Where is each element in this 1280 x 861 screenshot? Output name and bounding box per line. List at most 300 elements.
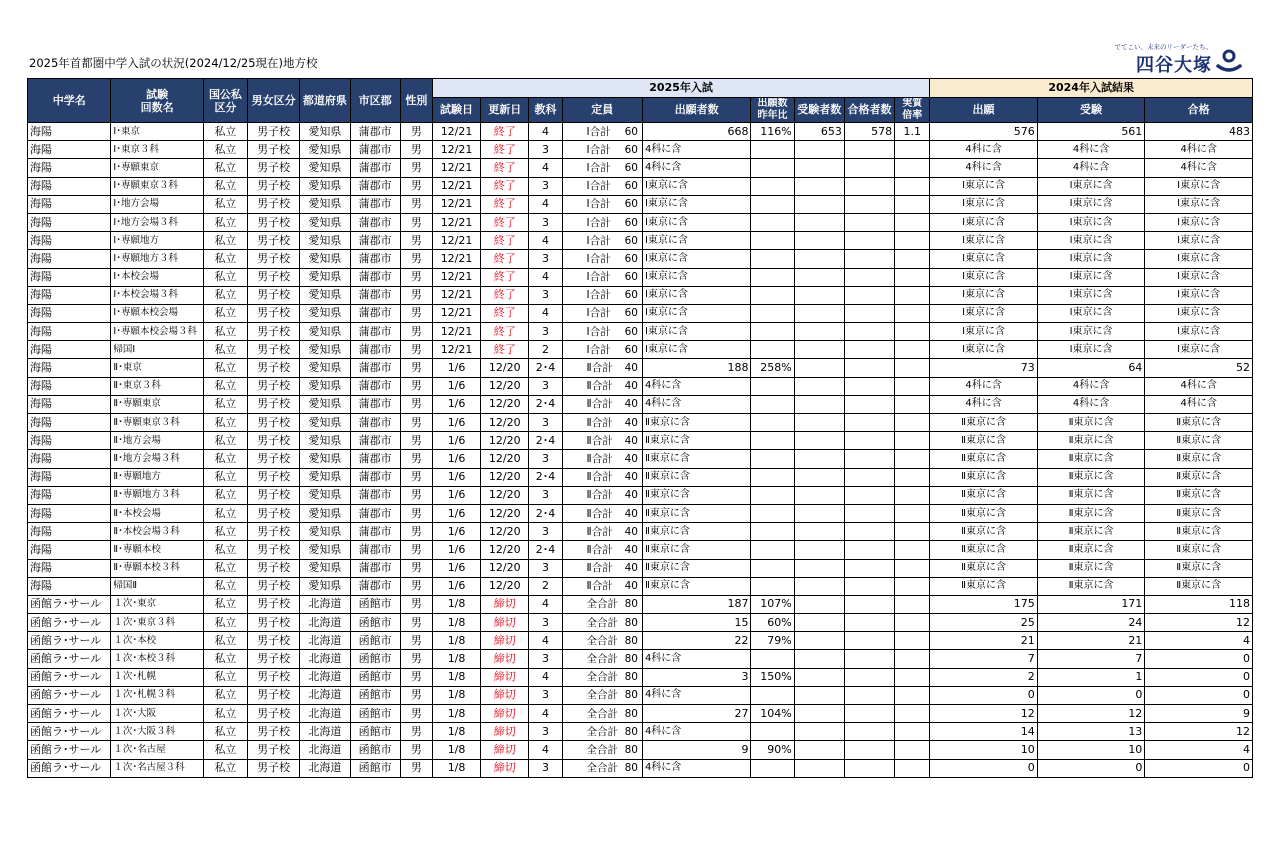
cell-exam: Ⅱ･地方会場 — [111, 432, 203, 450]
cell-exam: Ⅱ･本校会場 — [111, 504, 203, 522]
cell-prefecture: 北海道 — [300, 650, 350, 668]
cell-gender-type: 男子校 — [248, 632, 300, 650]
cell-applicants: 3 — [642, 668, 751, 686]
cell-apps-2024: 73 — [930, 359, 1038, 377]
cell-school: 海陽 — [28, 541, 111, 559]
cell-ratio — [751, 559, 794, 577]
cell-applicants: 4科に含 — [642, 377, 751, 395]
cell-type: 私立 — [203, 614, 247, 632]
cell-exam: 帰国Ⅰ — [111, 341, 203, 359]
cell-exam-date: 12/21 — [432, 341, 480, 359]
cell-applicants: Ⅰ東京に含 — [642, 177, 751, 195]
cell-city: 蒲郡市 — [350, 541, 400, 559]
capacity-label: Ⅱ合計 — [586, 398, 613, 411]
cell-examinees — [794, 213, 844, 231]
cell-ratio — [751, 268, 794, 286]
cell-type: 私立 — [203, 504, 247, 522]
cell-gender-type: 男子校 — [248, 177, 300, 195]
cell-sex: 男 — [400, 614, 432, 632]
cell-capacity — [562, 759, 642, 777]
cell-prefecture: 北海道 — [300, 741, 350, 759]
cell-type: 私立 — [203, 668, 247, 686]
cell-subjects: 4 — [529, 668, 562, 686]
cell-update-date: 12/20 — [481, 450, 529, 468]
cell-examinees — [794, 195, 844, 213]
cell-exam-date: 1/6 — [432, 432, 480, 450]
table-row — [28, 741, 1253, 759]
cell-ratio — [751, 177, 794, 195]
cell-pass-2024: 4 — [1145, 632, 1253, 650]
cell-examinees — [794, 668, 844, 686]
cell-type: 私立 — [203, 523, 247, 541]
cell-passers — [844, 323, 894, 341]
capacity-label: Ⅰ合計 — [586, 307, 611, 320]
cell-passers — [844, 304, 894, 322]
cell-apps-2024: 4科に含 — [930, 141, 1038, 159]
cell-capacity — [562, 577, 642, 595]
cell-examinees — [794, 741, 844, 759]
cell-passers — [844, 159, 894, 177]
cell-examinees — [794, 232, 844, 250]
cell-type: 私立 — [203, 686, 247, 704]
capacity-label: Ⅰ合計 — [586, 234, 611, 247]
table-row — [28, 304, 1253, 322]
cell-type: 私立 — [203, 705, 247, 723]
cell-school: 海陽 — [28, 123, 111, 141]
cell-gender-type: 男子校 — [248, 541, 300, 559]
cell-pass-2024: 0 — [1145, 686, 1253, 704]
cell-gender-type: 男子校 — [248, 559, 300, 577]
cell-city: 蒲郡市 — [350, 504, 400, 522]
cell-exam-date: 1/6 — [432, 450, 480, 468]
capacity-label: Ⅰ合計 — [586, 252, 611, 265]
cell-ratio — [751, 486, 794, 504]
cell-exam-date: 12/21 — [432, 323, 480, 341]
cell-gender-type: 男子校 — [248, 577, 300, 595]
cell-city: 蒲郡市 — [350, 159, 400, 177]
col-passers: 合格者数 — [844, 98, 894, 123]
cell-examinees: 653 — [794, 123, 844, 141]
table-row — [28, 123, 1253, 141]
cell-real-ratio — [895, 468, 930, 486]
table-row — [28, 468, 1253, 486]
cell-subjects: 3 — [529, 414, 562, 432]
col-pass-2024: 合格 — [1145, 98, 1253, 123]
cell-city: 蒲郡市 — [350, 213, 400, 231]
table-row — [28, 268, 1253, 286]
cell-subjects: 4 — [529, 159, 562, 177]
cell-sex: 男 — [400, 432, 432, 450]
cell-pass-2024: 9 — [1145, 705, 1253, 723]
table-row — [28, 723, 1253, 741]
cell-applicants: Ⅰ東京に含 — [642, 195, 751, 213]
cell-gender-type: 男子校 — [248, 468, 300, 486]
cell-examinees — [794, 414, 844, 432]
cell-type: 私立 — [203, 559, 247, 577]
cell-examinees — [794, 759, 844, 777]
cell-ratio — [751, 414, 794, 432]
cell-exam: Ⅱ･東京３科 — [111, 377, 203, 395]
table-row — [28, 759, 1253, 777]
cell-pass-2024: 4科に含 — [1145, 395, 1253, 413]
cell-examinees — [794, 395, 844, 413]
cell-update-date: 12/20 — [481, 359, 529, 377]
cell-gender-type: 男子校 — [248, 395, 300, 413]
cell-gender-type: 男子校 — [248, 123, 300, 141]
cell-capacity — [562, 414, 642, 432]
cell-exam: Ⅰ･本校会場３科 — [111, 286, 203, 304]
capacity-label: 全合計 — [586, 598, 619, 611]
cell-real-ratio — [895, 304, 930, 322]
cell-capacity — [562, 250, 642, 268]
cell-city: 蒲郡市 — [350, 250, 400, 268]
cell-exams-2024: Ⅰ東京に含 — [1037, 195, 1145, 213]
cell-sex: 男 — [400, 759, 432, 777]
capacity-label: 全合計 — [586, 743, 619, 756]
table-row — [28, 504, 1253, 522]
cell-ratio — [751, 723, 794, 741]
cell-sex: 男 — [400, 723, 432, 741]
cell-exam: １次･札幌 — [111, 668, 203, 686]
cell-applicants: Ⅰ東京に含 — [642, 268, 751, 286]
cell-prefecture: 愛知県 — [300, 414, 350, 432]
cell-exams-2024: Ⅱ東京に含 — [1037, 504, 1145, 522]
capacity-value: 40 — [624, 416, 638, 429]
cell-prefecture: 北海道 — [300, 759, 350, 777]
cell-pass-2024: 12 — [1145, 614, 1253, 632]
cell-exams-2024: 13 — [1037, 723, 1145, 741]
capacity-label: Ⅰ合計 — [586, 343, 611, 356]
cell-examinees — [794, 323, 844, 341]
cell-pass-2024: 0 — [1145, 759, 1253, 777]
cell-type: 私立 — [203, 123, 247, 141]
cell-apps-2024: Ⅱ東京に含 — [930, 541, 1038, 559]
col-city: 市区郡 — [350, 79, 400, 123]
cell-ratio: 258% — [751, 359, 794, 377]
cell-school: 海陽 — [28, 323, 111, 341]
capacity-value: 80 — [624, 707, 638, 720]
cell-type: 私立 — [203, 486, 247, 504]
cell-update-date: 締切 — [481, 759, 529, 777]
cell-gender-type: 男子校 — [248, 523, 300, 541]
cell-type: 私立 — [203, 450, 247, 468]
cell-apps-2024: Ⅱ東京に含 — [930, 414, 1038, 432]
cell-type: 私立 — [203, 595, 247, 613]
cell-ratio — [751, 232, 794, 250]
cell-real-ratio — [895, 432, 930, 450]
cell-real-ratio — [895, 359, 930, 377]
capacity-label: 全合計 — [586, 653, 619, 666]
cell-pass-2024: Ⅰ東京に含 — [1145, 195, 1253, 213]
cell-passers — [844, 414, 894, 432]
cell-pass-2024: Ⅱ東京に含 — [1145, 577, 1253, 595]
cell-type: 私立 — [203, 741, 247, 759]
cell-exam: Ⅰ･東京３科 — [111, 141, 203, 159]
cell-exams-2024: Ⅰ東京に含 — [1037, 304, 1145, 322]
cell-applicants: Ⅱ東京に含 — [642, 486, 751, 504]
capacity-label: 全合計 — [586, 762, 619, 775]
cell-update-date: 終了 — [481, 232, 529, 250]
cell-apps-2024: Ⅱ東京に含 — [930, 486, 1038, 504]
cell-city: 函館市 — [350, 741, 400, 759]
cell-passers — [844, 504, 894, 522]
cell-update-date: 締切 — [481, 741, 529, 759]
cell-school: 函館ラ･サール — [28, 741, 111, 759]
cell-applicants: Ⅰ東京に含 — [642, 286, 751, 304]
cell-prefecture: 北海道 — [300, 668, 350, 686]
cell-gender-type: 男子校 — [248, 341, 300, 359]
cell-sex: 男 — [400, 359, 432, 377]
cell-gender-type: 男子校 — [248, 213, 300, 231]
capacity-value: 60 — [624, 234, 638, 247]
cell-exams-2024: 10 — [1037, 741, 1145, 759]
cell-school: 海陽 — [28, 468, 111, 486]
table-row — [28, 177, 1253, 195]
capacity-value: 40 — [624, 434, 638, 447]
cell-sex: 男 — [400, 541, 432, 559]
cell-subjects: 3 — [529, 450, 562, 468]
capacity-value: 80 — [624, 616, 638, 629]
cell-update-date: 終了 — [481, 213, 529, 231]
cell-exam-date: 12/21 — [432, 232, 480, 250]
cell-applicants: Ⅰ東京に含 — [642, 213, 751, 231]
cell-examinees — [794, 523, 844, 541]
group-2025-header: 2025年入試 — [432, 79, 929, 98]
capacity-label: Ⅱ合計 — [586, 562, 613, 575]
cell-applicants: 4科に含 — [642, 159, 751, 177]
col-capacity: 定員 — [562, 98, 642, 123]
cell-exam-date: 1/8 — [432, 668, 480, 686]
cell-pass-2024: Ⅱ東京に含 — [1145, 432, 1253, 450]
cell-passers — [844, 450, 894, 468]
cell-exams-2024: 24 — [1037, 614, 1145, 632]
cell-gender-type: 男子校 — [248, 141, 300, 159]
cell-real-ratio — [895, 614, 930, 632]
cell-examinees — [794, 468, 844, 486]
cell-school: 海陽 — [28, 486, 111, 504]
cell-real-ratio — [895, 213, 930, 231]
cell-school: 海陽 — [28, 141, 111, 159]
cell-school: 函館ラ･サール — [28, 650, 111, 668]
capacity-value: 80 — [624, 689, 638, 702]
cell-city: 蒲郡市 — [350, 468, 400, 486]
capacity-value: 40 — [624, 543, 638, 556]
cell-sex: 男 — [400, 468, 432, 486]
col-sex: 性別 — [400, 79, 432, 123]
cell-applicants: Ⅰ東京に含 — [642, 250, 751, 268]
cell-pass-2024: 4 — [1145, 741, 1253, 759]
cell-real-ratio — [895, 486, 930, 504]
cell-city: 蒲郡市 — [350, 304, 400, 322]
cell-update-date: 12/20 — [481, 541, 529, 559]
cell-ratio — [751, 468, 794, 486]
cell-city: 函館市 — [350, 686, 400, 704]
cell-sex: 男 — [400, 650, 432, 668]
exam-status-table — [27, 78, 1253, 778]
cell-school: 海陽 — [28, 414, 111, 432]
cell-apps-2024: 4科に含 — [930, 377, 1038, 395]
cell-exam: １次･大阪３科 — [111, 723, 203, 741]
cell-pass-2024: 483 — [1145, 123, 1253, 141]
cell-exam-date: 1/6 — [432, 377, 480, 395]
cell-city: 蒲郡市 — [350, 195, 400, 213]
col-prefecture: 都道府県 — [300, 79, 350, 123]
cell-subjects: 3 — [529, 377, 562, 395]
table-row — [28, 650, 1253, 668]
cell-subjects: 3 — [529, 650, 562, 668]
cell-school: 海陽 — [28, 159, 111, 177]
col-ratio: 出願数 昨年比 — [751, 98, 794, 123]
cell-exams-2024: Ⅱ東京に含 — [1037, 432, 1145, 450]
capacity-label: 全合計 — [586, 707, 619, 720]
cell-capacity — [562, 705, 642, 723]
cell-exam-date: 1/6 — [432, 486, 480, 504]
cell-real-ratio — [895, 286, 930, 304]
cell-examinees — [794, 177, 844, 195]
cell-exam: Ⅱ･専願東京 — [111, 395, 203, 413]
cell-subjects: 2･4 — [529, 541, 562, 559]
cell-applicants: 15 — [642, 614, 751, 632]
cell-city: 蒲郡市 — [350, 141, 400, 159]
cell-exams-2024: 0 — [1037, 686, 1145, 704]
cell-examinees — [794, 268, 844, 286]
cell-subjects: 4 — [529, 195, 562, 213]
cell-type: 私立 — [203, 541, 247, 559]
cell-capacity — [562, 450, 642, 468]
cell-prefecture: 北海道 — [300, 595, 350, 613]
cell-ratio — [751, 450, 794, 468]
cell-type: 私立 — [203, 250, 247, 268]
cell-real-ratio — [895, 577, 930, 595]
cell-passers — [844, 232, 894, 250]
capacity-value: 40 — [624, 525, 638, 538]
cell-exam-date: 12/21 — [432, 123, 480, 141]
cell-exams-2024: 21 — [1037, 632, 1145, 650]
cell-ratio — [751, 432, 794, 450]
cell-applicants: Ⅰ東京に含 — [642, 232, 751, 250]
cell-exam: Ⅰ･専願地方３科 — [111, 250, 203, 268]
cell-sex: 男 — [400, 250, 432, 268]
cell-ratio — [751, 323, 794, 341]
cell-apps-2024: Ⅰ東京に含 — [930, 232, 1038, 250]
cell-apps-2024: Ⅱ東京に含 — [930, 504, 1038, 522]
capacity-value: 60 — [624, 289, 638, 302]
cell-exam-date: 1/6 — [432, 359, 480, 377]
cell-subjects: 3 — [529, 141, 562, 159]
cell-subjects: 3 — [529, 213, 562, 231]
table-row — [28, 705, 1253, 723]
cell-pass-2024: 4科に含 — [1145, 159, 1253, 177]
cell-exam: Ⅰ･東京 — [111, 123, 203, 141]
cell-capacity — [562, 286, 642, 304]
capacity-label: Ⅱ合計 — [586, 580, 613, 593]
capacity-label: Ⅱ合計 — [586, 471, 613, 484]
cell-update-date: 締切 — [481, 632, 529, 650]
cell-update-date: 終了 — [481, 123, 529, 141]
cell-exams-2024: Ⅱ東京に含 — [1037, 450, 1145, 468]
cell-school: 海陽 — [28, 268, 111, 286]
cell-ratio — [751, 341, 794, 359]
cell-capacity — [562, 359, 642, 377]
cell-ratio — [751, 286, 794, 304]
cell-sex: 男 — [400, 705, 432, 723]
col-exam: 試験 回数名 — [111, 79, 203, 123]
cell-apps-2024: 10 — [930, 741, 1038, 759]
cell-exam: Ⅱ･専願東京３科 — [111, 414, 203, 432]
cell-exam-date: 1/6 — [432, 559, 480, 577]
cell-applicants: 4科に含 — [642, 723, 751, 741]
cell-apps-2024: 25 — [930, 614, 1038, 632]
cell-exam: Ⅰ･地方会場３科 — [111, 213, 203, 231]
cell-capacity — [562, 304, 642, 322]
cell-examinees — [794, 504, 844, 522]
capacity-value: 40 — [624, 471, 638, 484]
cell-sex: 男 — [400, 377, 432, 395]
cell-school: 海陽 — [28, 195, 111, 213]
cell-capacity — [562, 595, 642, 613]
cell-gender-type: 男子校 — [248, 304, 300, 322]
cell-school: 海陽 — [28, 359, 111, 377]
cell-ratio — [751, 141, 794, 159]
table-row — [28, 668, 1253, 686]
cell-school: 海陽 — [28, 577, 111, 595]
cell-exam-date: 1/6 — [432, 504, 480, 522]
cell-sex: 男 — [400, 577, 432, 595]
cell-ratio — [751, 304, 794, 322]
cell-pass-2024: Ⅱ東京に含 — [1145, 414, 1253, 432]
cell-city: 蒲郡市 — [350, 177, 400, 195]
cell-apps-2024: Ⅰ東京に含 — [930, 213, 1038, 231]
capacity-label: Ⅰ合計 — [586, 125, 611, 138]
cell-apps-2024: 21 — [930, 632, 1038, 650]
capacity-value: 40 — [624, 362, 638, 375]
capacity-value: 40 — [624, 489, 638, 502]
cell-update-date: 終了 — [481, 159, 529, 177]
cell-city: 蒲郡市 — [350, 395, 400, 413]
cell-exam-date: 1/6 — [432, 468, 480, 486]
cell-school: 海陽 — [28, 377, 111, 395]
cell-exam-date: 1/8 — [432, 686, 480, 704]
cell-prefecture: 愛知県 — [300, 250, 350, 268]
cell-exam-date: 1/8 — [432, 595, 480, 613]
capacity-label: Ⅰ合計 — [586, 325, 611, 338]
capacity-label: Ⅱ合計 — [586, 380, 613, 393]
cell-subjects: 2･4 — [529, 359, 562, 377]
cell-school: 海陽 — [28, 504, 111, 522]
table-row — [28, 159, 1253, 177]
cell-school: 函館ラ･サール — [28, 595, 111, 613]
cell-update-date: 締切 — [481, 705, 529, 723]
cell-pass-2024: 0 — [1145, 668, 1253, 686]
cell-subjects: 2･4 — [529, 468, 562, 486]
cell-school: 函館ラ･サール — [28, 614, 111, 632]
table-row — [28, 541, 1253, 559]
cell-sex: 男 — [400, 286, 432, 304]
capacity-label: Ⅱ合計 — [586, 452, 613, 465]
cell-gender-type: 男子校 — [248, 323, 300, 341]
table-row — [28, 432, 1253, 450]
cell-prefecture: 愛知県 — [300, 468, 350, 486]
capacity-label: 全合計 — [586, 671, 619, 684]
cell-exam: １次･札幌３科 — [111, 686, 203, 704]
cell-gender-type: 男子校 — [248, 486, 300, 504]
cell-type: 私立 — [203, 414, 247, 432]
otsuka-logo-icon — [1216, 48, 1242, 74]
cell-pass-2024: 118 — [1145, 595, 1253, 613]
brand-tagline: でてこい、未来のリーダーたち。 — [1114, 43, 1212, 51]
cell-city: 蒲郡市 — [350, 359, 400, 377]
cell-exam: １次･東京 — [111, 595, 203, 613]
